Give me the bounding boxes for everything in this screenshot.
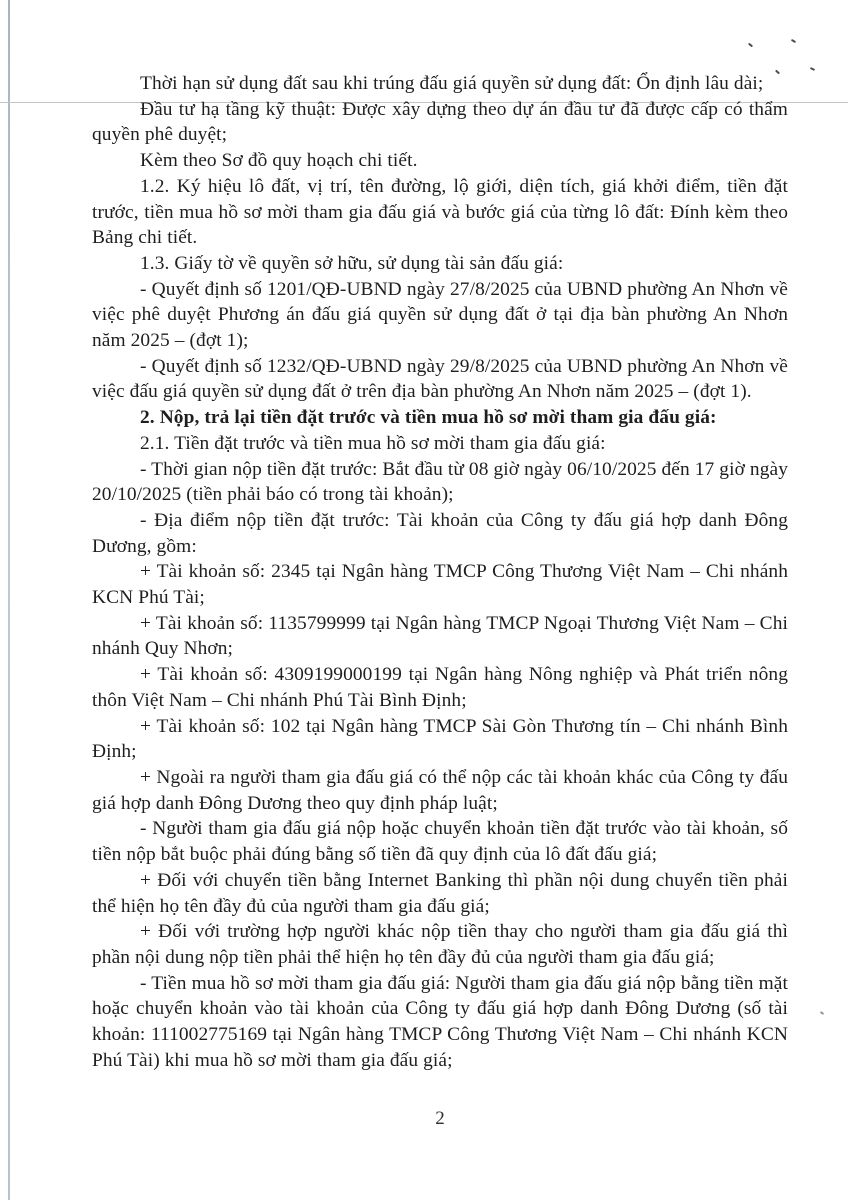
- paragraph-decision-1232: - Quyết định số 1232/QĐ-UBND ngày 29/8/2025 của UBND phường An Nhơn về việc đấu giá quyền sử dụng đất ở trên địa bàn phường An Nhơn năm 2025 – (đợt 1).: [92, 355, 788, 403]
- paragraph-deposit-time: - Thời gian nộp tiền đặt trước: Bắt đầu từ 08 giờ ngày 06/10/2025 đến 17 giờ ngày 20/10/2025 (tiền phải báo có trong tài khoản);: [92, 458, 788, 506]
- section-2-heading: 2. Nộp, trả lại tiền đặt trước và tiền mua hồ sơ mời tham gia đấu giá:: [140, 407, 717, 429]
- paragraph-attached-plan: Kèm theo Sơ đồ quy hoạch chi tiết.: [140, 150, 418, 172]
- paragraph-other-accounts: + Ngoài ra người tham gia đấu giá có thể nộp các tài khoản khác của Công ty đấu giá hợp danh Đông Dương theo quy định pháp luật;: [92, 766, 788, 814]
- paragraph-internet-banking: + Đối với chuyển tiền bằng Internet Banking thì phần nội dung chuyển tiền phải thể hiện họ tên đầy đủ của người tham gia đấu giá;: [92, 869, 788, 917]
- paragraph-account-vietcombank: + Tài khoản số: 1135799999 tại Ngân hàng TMCP Ngoại Thương Việt Nam – Chi nhánh Quy Nhơn;: [92, 612, 788, 660]
- paragraph-1-2-lot-details: 1.2. Ký hiệu lô đất, vị trí, tên đường, lộ giới, diện tích, giá khởi điểm, tiền đặt trước, tiền mua hồ sơ mời tham gia đấu giá và bước giá của từng lô đất: Đính kèm theo Bảng chi tiết.: [92, 175, 788, 249]
- scan-edge-line: [8, 0, 10, 1200]
- paragraph-dossier-fee: - Tiền mua hồ sơ mời tham gia đấu giá: Người tham gia đấu giá nộp bằng tiền mặt hoặc chuyển khoản vào tài khoản của Công ty đấu giá hợp danh Đông Dương (số tài khoản: 111002775169 tại Ngân hàng TMCP Công Thương Việt Nam – Chi nhánh KCN Phú Tài) khi mua hồ sơ mời tham gia đấu giá;: [92, 972, 788, 1071]
- paragraph-land-use-term: Thời hạn sử dụng đất sau khi trúng đấu giá quyền sử dụng đất: Ổn định lâu dài;: [140, 73, 764, 94]
- scan-speck: [810, 67, 815, 71]
- paragraph-account-agribank: + Tài khoản số: 4309199000199 tại Ngân hàng Nông nghiệp và Phát triển nông thôn Việt Nam – Chi nhánh Phú Tài Bình Định;: [92, 664, 788, 711]
- paragraph-decision-1201: - Quyết định số 1201/QĐ-UBND ngày 27/8/2025 của UBND phường An Nhơn về việc phê duyệt Phương án đấu giá quyền sử dụng đất ở tại địa bàn phường An Nhơn năm 2025 – (đợt 1);: [92, 278, 788, 352]
- paragraph-account-vietinbank: + Tài khoản số: 2345 tại Ngân hàng TMCP Công Thương Việt Nam – Chi nhánh KCN Phú Tài;: [92, 561, 788, 609]
- scan-speck: [791, 39, 796, 43]
- document-body: [92, 71, 788, 1073]
- page-number: 2: [435, 1108, 445, 1129]
- paragraph-deposit-location: - Địa điểm nộp tiền đặt trước: Tài khoản của Công ty đấu giá hợp danh Đông Dương, gồm:: [92, 509, 788, 557]
- paragraph-account-sacombank: + Tài khoản số: 102 tại Ngân hàng TMCP Sài Gòn Thương tín – Chi nhánh Bình Định;: [92, 715, 788, 763]
- paragraph-1-3-ownership-docs: 1.3. Giấy tờ về quyền sở hữu, sử dụng tài sản đấu giá:: [140, 252, 564, 274]
- paragraph-deposit-amount-rule: - Người tham gia đấu giá nộp hoặc chuyển khoản tiền đặt trước vào tài khoản, số tiền nộp bắt buộc phải đúng bằng số tiền đã quy định của lô đất đấu giá;: [92, 818, 788, 866]
- paragraph-pay-on-behalf: + Đối với trường hợp người khác nộp tiền thay cho người tham gia đấu giá thì phần nội dung nộp tiền phải thể hiện họ tên đầy đủ của người tham gia đấu giá;: [92, 921, 788, 968]
- scan-speck: [748, 43, 753, 48]
- paragraph-infrastructure: Đầu tư hạ tầng kỹ thuật: Được xây dựng theo dự án đầu tư đã được cấp có thẩm quyền phê duyệt;: [92, 98, 788, 146]
- paragraph-2-1-heading: 2.1. Tiền đặt trước và tiền mua hồ sơ mời tham gia đấu giá:: [140, 432, 606, 454]
- scan-speck: [820, 1011, 824, 1015]
